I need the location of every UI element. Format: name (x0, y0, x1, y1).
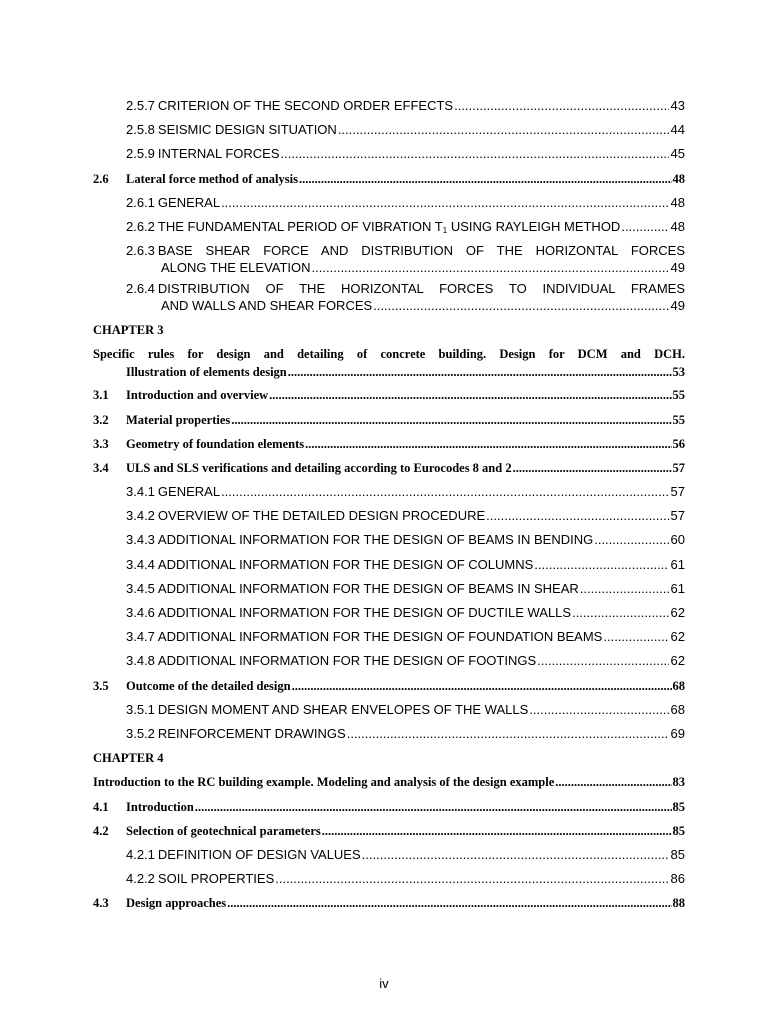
toc-entry-title: Outcome of the detailed design (126, 678, 291, 693)
toc-leader-dots (231, 408, 671, 432)
toc-entry-number: 3.5.1 (126, 701, 155, 717)
toc-entry-line2 (126, 297, 685, 315)
toc-leader-dots (486, 504, 668, 528)
toc-entry-page: 85 (672, 799, 685, 814)
toc-leader-dots (537, 649, 668, 673)
toc-entry-title: Selection of geotechnical parameters (126, 823, 321, 838)
toc-entry[interactable] (93, 118, 685, 142)
toc-leader-dots (227, 891, 671, 915)
toc-entry-number: 2.6.2 (126, 218, 155, 234)
toc-leader-dots (513, 456, 672, 480)
toc-entry-page: 43 (670, 98, 685, 113)
toc-entry-page: 49 (670, 298, 685, 314)
toc-entry-line2 (93, 363, 685, 381)
page-number: iv (379, 976, 389, 991)
toc-entry-number: 2.6.1 (126, 194, 155, 210)
toc-leader-dots (195, 795, 672, 819)
toc-entry-page: 69 (670, 725, 685, 741)
toc-section-entry[interactable] (93, 432, 685, 456)
toc-entry-page: 85 (670, 846, 685, 862)
toc-entry-page: 48 (672, 171, 685, 186)
toc-entry-number: 3.4.1 (126, 484, 155, 500)
toc-leader-dots (305, 432, 671, 456)
toc-entry-number: 3.5 (93, 678, 109, 693)
toc-entry-title-cont: ALONG THE ELEVATION (161, 260, 311, 276)
toc-entry[interactable] (93, 504, 685, 528)
toc-entry-title: Introduction to the RC building example. Modeling and analysis of the design example (93, 775, 555, 790)
toc-entry-title: GENERAL (157, 194, 221, 210)
toc-entry[interactable] (93, 191, 685, 215)
toc-entry-number: 3.4 (93, 460, 109, 475)
toc-entry-page: 45 (670, 146, 685, 162)
toc-leader-dots (281, 142, 669, 166)
toc-entry-page: 48 (670, 194, 685, 210)
chapter-heading: CHAPTER 3 (93, 323, 164, 338)
toc-entry-title: Lateral force method of analysis (126, 171, 298, 186)
toc-entry-title: REINFORCEMENT DRAWINGS (157, 725, 346, 741)
toc-entry-title: DISTRIBUTION OF THE HORIZONTAL FORCES TO INDIVIDUAL FRAMES (157, 281, 685, 297)
toc-entry-number: 3.4.7 (126, 629, 155, 645)
toc-entry-page: 55 (672, 388, 685, 403)
toc-entry-number: 3.1 (93, 388, 109, 403)
toc-entry-title: ADDITIONAL INFORMATION FOR THE DESIGN OF FOOTINGS (157, 653, 537, 669)
toc-entry-title-subscript: 1 (442, 225, 448, 235)
toc-entry[interactable] (93, 480, 685, 504)
toc-entry-title-cont: AND WALLS AND SHEAR FORCES (161, 298, 373, 314)
toc-entry-number: 2.6.3 (126, 243, 155, 259)
toc-leader-dots (322, 819, 672, 843)
toc-entry-title: BASE SHEAR FORCE AND DISTRIBUTION OF THE HORIZONTAL FORCES (157, 243, 685, 259)
toc-section-entry[interactable] (93, 383, 685, 407)
toc-entry[interactable] (93, 528, 685, 552)
toc-leader-dots (529, 698, 668, 722)
toc-chapter-title-entry[interactable] (93, 770, 685, 794)
toc-entry-title: DESIGN MOMENT AND SHEAR ENVELOPES OF THE WALLS (157, 701, 529, 717)
toc-entry-page: 68 (670, 701, 685, 717)
toc-chapter-title-entry[interactable] (93, 346, 685, 381)
toc-entry[interactable] (93, 142, 685, 166)
toc-entry-number: 3.3 (93, 436, 109, 451)
toc-entry[interactable] (93, 242, 685, 277)
toc-entry-number: 2.6 (93, 171, 109, 186)
toc-entry-page: 85 (672, 823, 685, 838)
toc-leader-dots (580, 577, 669, 601)
toc-section-entry[interactable] (93, 167, 685, 191)
toc-entry-page: 56 (672, 436, 685, 451)
toc-section-entry[interactable] (93, 456, 685, 480)
toc-entry-number: 3.4.6 (126, 605, 155, 620)
toc-entry-page: 83 (672, 775, 685, 790)
toc-section-entry[interactable] (93, 408, 685, 432)
toc-entry-page: 48 (670, 218, 685, 234)
toc-entry-page: 62 (670, 605, 685, 620)
toc-entry-title: Material properties (126, 412, 231, 427)
toc-entry-title: Geometry of foundation elements (126, 436, 305, 451)
toc-entry-title: Design approaches (126, 896, 227, 911)
toc-entry[interactable] (93, 698, 685, 722)
toc-entry-page: 88 (672, 896, 685, 911)
toc-entry-page: 61 (670, 580, 685, 596)
toc-entry-title: ADDITIONAL INFORMATION FOR THE DESIGN OF BEAMS IN SHEAR (157, 580, 579, 596)
toc-entry-number: 3.4.5 (126, 580, 155, 596)
toc-leader-dots (338, 118, 669, 142)
toc-entry-page: 57 (670, 484, 685, 500)
toc-entry[interactable] (93, 280, 685, 315)
toc-leader-dots (299, 167, 672, 191)
toc-entry-title: INTERNAL FORCES (157, 146, 280, 162)
toc-section-entry[interactable] (93, 674, 685, 698)
toc-entry-title: DEFINITION OF DESIGN VALUES (157, 846, 361, 862)
toc-entry-page: 44 (670, 122, 685, 138)
toc-entry-title-cont: Illustration of elements design (126, 365, 287, 380)
toc-entry-number: 3.4.2 (126, 508, 155, 524)
toc-entry[interactable] (93, 649, 685, 673)
toc-entry-line1 (126, 242, 685, 259)
toc-entry-number: 3.2 (93, 412, 109, 427)
toc-entry-line1: Specific rules for design and detailing of concrete building. Design for DCM and DCH. (93, 347, 685, 362)
toc-leader-dots (288, 363, 672, 381)
toc-entry-page: 53 (672, 365, 685, 380)
toc-entry[interactable] (93, 553, 685, 577)
toc-section-entry[interactable] (93, 795, 685, 819)
toc-entry-number: 4.2.1 (126, 846, 155, 862)
toc-leader-dots (572, 601, 668, 625)
toc-leader-dots (347, 722, 669, 746)
toc-entry-title: SEISMIC DESIGN SITUATION (157, 122, 337, 138)
toc-leader-dots (312, 259, 670, 277)
toc-entry-title: GENERAL (157, 484, 221, 500)
toc-entry-number: 3.4.3 (126, 532, 155, 548)
toc-entry-title: ADDITIONAL INFORMATION FOR THE DESIGN OF DUCTILE WALLS (157, 605, 572, 620)
toc-entry[interactable] (93, 577, 685, 601)
toc-entry-number: 4.3 (93, 896, 109, 911)
toc-entry-page: 55 (672, 412, 685, 427)
toc-entry-page: 49 (670, 260, 685, 276)
toc-entry[interactable] (93, 601, 685, 625)
toc-entry-number: 2.5.9 (126, 146, 155, 162)
toc-entry[interactable] (93, 867, 685, 891)
toc-entry[interactable] (93, 843, 685, 867)
toc-leader-dots (221, 191, 668, 215)
toc-entry-page: 57 (672, 460, 685, 475)
toc-entry-number: 3.5.2 (126, 725, 155, 741)
toc-entry-title (158, 215, 620, 243)
toc-entry-page: 62 (670, 653, 685, 669)
chapter-heading: CHAPTER 4 (93, 751, 164, 766)
toc-entry-title-main: THE FUNDAMENTAL PERIOD OF VIBRATION T (157, 218, 443, 234)
toc-section-entry[interactable] (93, 819, 685, 843)
toc-leader-dots (621, 215, 668, 239)
toc-entry-number: 2.5.7 (126, 98, 155, 113)
toc-entry-page: 62 (670, 629, 685, 645)
toc-leader-dots (594, 528, 668, 552)
toc-entry-title: ADDITIONAL INFORMATION FOR THE DESIGN OF COLUMNS (157, 556, 534, 572)
toc-entry[interactable] (93, 94, 685, 118)
toc-leader-dots (534, 553, 668, 577)
toc-entry-title: Introduction (126, 799, 194, 814)
toc-leader-dots (373, 297, 669, 315)
toc-leader-dots (275, 867, 668, 891)
toc-leader-dots (555, 770, 671, 794)
toc-entry-page: 68 (672, 678, 685, 693)
toc-entry-number: 4.2 (93, 823, 109, 838)
toc-entry[interactable] (93, 722, 685, 746)
toc-entry-number: 4.2.2 (126, 871, 155, 887)
toc-entry-number: 3.4.4 (126, 556, 155, 572)
toc-entry-line1 (126, 280, 685, 297)
toc-entry-title: CRITERION OF THE SECOND ORDER EFFECTS (157, 98, 454, 113)
toc-entry-title: SOIL PROPERTIES (157, 871, 275, 887)
toc-entry-page: 61 (670, 556, 685, 572)
toc-entry-number: 3.4.8 (126, 653, 155, 669)
toc-entry-number: 4.1 (93, 799, 109, 814)
table-of-contents (93, 94, 685, 915)
toc-entry-line2 (126, 259, 685, 277)
toc-entry[interactable] (93, 215, 685, 239)
toc-entry-title: ADDITIONAL INFORMATION FOR THE DESIGN OF BEAMS IN BENDING (157, 532, 594, 548)
toc-entry-page: 60 (670, 532, 685, 548)
toc-leader-dots (362, 843, 669, 867)
toc-entry-page: 86 (670, 871, 685, 887)
toc-entry-page: 57 (670, 508, 685, 524)
toc-leader-dots (454, 94, 668, 118)
toc-leader-dots (603, 625, 668, 649)
toc-section-entry[interactable] (93, 891, 685, 915)
toc-leader-dots (221, 480, 668, 504)
toc-leader-dots (269, 383, 671, 407)
toc-entry-title: ADDITIONAL INFORMATION FOR THE DESIGN OF FOUNDATION BEAMS (157, 629, 603, 645)
toc-entry-number: 2.6.4 (126, 281, 155, 297)
toc-entry-title: ULS and SLS verifications and detailing according to Eurocodes 8 and 2 (126, 460, 512, 475)
toc-entry-title-rest: USING RAYLEIGH METHOD (447, 218, 621, 234)
toc-entry[interactable] (93, 625, 685, 649)
toc-leader-dots (292, 674, 672, 698)
toc-entry-number: 2.5.8 (126, 122, 155, 138)
toc-entry-title: Introduction and overview (126, 388, 269, 403)
toc-entry-title: OVERVIEW OF THE DETAILED DESIGN PROCEDURE (157, 508, 486, 524)
